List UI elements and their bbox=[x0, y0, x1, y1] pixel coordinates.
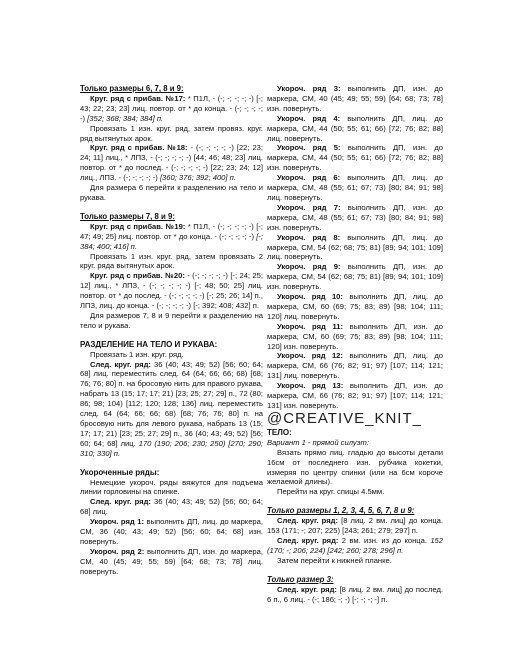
paragraph: Круг. ряд с прибав. №18: - (-; -; -; -; -) [22; 23; 24; 11] лиц., * ЛПЗ, - (-; -; -; -; -) [44; 46; 48; 23] лиц. повтор. от * до послед. - (-; -; -; -; -) [22; 23; 24; 12] лиц., ЛПЗ. - (-; -; -; -; -) [360; 376; 392; 400] п. bbox=[80, 143, 263, 183]
paragraph: Для размера 6 перейти к разделению на тело и рукава. bbox=[80, 183, 263, 202]
paragraph: Укороч. ряд 12: выполнить ДП, лиц. до маркера, СМ, 66 (76; 82; 91; 97) [107; 114; 121; 131] лиц. повернуть. bbox=[267, 351, 443, 381]
paragraph: След. круг. ряд: [8 лиц. 2 вм. лиц] до конца. 153 (171; -; 207; 225) [243; 261; 279; 297] п. bbox=[267, 516, 444, 536]
paragraph: Укороч. ряд 10: выполнить ДП, лиц. до маркера, СМ, 60 (69; 75; 83; 89) [98; 104; 111; 120] лиц. повернуть. bbox=[267, 292, 443, 321]
paragraph: Круг. ряд с прибав. №19: * П1Л, - (-; -; -; -; -) [-; 47; 49; 25] лиц. повтор. от * до конца. - (-; -; -; -; -) [-; 384; 400; 416] п. bbox=[80, 221, 263, 251]
paragraph: Укороч. ряд 3: выполнить ДП, изн. до маркера, СМ, 40 (45; 49; 55; 59) [64; 68; 73; 78] изн. повернуть. bbox=[267, 84, 443, 113]
paragraph: Укороч. ряд 13: выполнить ДП, изн. до маркера, СМ, 66 (76; 82; 91; 97) [107; 114; 121; 131] изн. повернуть. bbox=[267, 381, 443, 410]
paragraph: След. круг. ряд: 36 (40; 43; 49; 52) [56; 60; 64; 68] лиц. переместить след. 64 (64; 66; 66; 68) [68; 76; 76; 80] п. на бросовую нить для правого рукава, набрать 13 (15; 17; 17; 21) [23; 25; 27; 29] п., 72 (80; 86; 98; 104) [112; 120; 128; 136] лиц. переместить след. 64 (64; 66; 66; 68) [68; 76; 76; 80] п. на бросовую нить для левого рукава, набрать 13 (15; 17; 17; 21) [23; 25; 27; 29] п., 36 (40; 43; 49; 52) [56; 60; 64; 68] лиц. 170 (190; 206; 230; 250) [270; 290; 310; 330] п. bbox=[80, 359, 263, 458]
section-heading: Только размер 3: bbox=[267, 574, 334, 584]
paragraph: Укороч. ряд 9: выполнить ДП, изн. до маркера, СМ, 54 (62; 68; 75; 81) [89; 94; 101; 109] изн. повернуть. bbox=[267, 262, 443, 292]
paragraph: Укороч. ряд 5: выполнить ДП, изн. до маркера, СМ, 44 (50; 55; 61; 66) [72; 76; 82; 88] изн. повернуть. bbox=[267, 143, 443, 173]
paragraph: Провязать 1 изн. круг. ряд, затем провязать 2 круг. ряда вытянутых арок. bbox=[80, 251, 263, 271]
paragraph: Для размеров 7, 8 и 9 перейти к разделению на тело и рукава. bbox=[80, 310, 263, 330]
paragraph: Провязать 1 изн. круг. ряд. bbox=[90, 349, 184, 359]
paragraph: Укороч. ряд 2: выполнить ДП, изн. до маркера, СМ, 40 (45; 49; 55; 59) [64; 68; 73; 78] лиц. повернуть. bbox=[80, 546, 263, 576]
left-column bbox=[80, 84, 263, 577]
paragraph: Круг. ряд с прибав. №20: - (-; -; -; -; -) [-; 24; 25; 12] лиц., * ЛПЗ, - (-; -; -; -; -) [-; 48; 50; 25] лиц. повтор. от * до послед. - (-; -; -; -; -) [-; 25; 26; 14] п., ЛПЗ, лиц. до конца. - (-; -; -; -; -) [-; 392; 408; 432] п. bbox=[80, 271, 263, 311]
section-heading: Только размеры 1, 2, 3, 4, 5, 6, 7, 8 и 9: bbox=[267, 506, 415, 516]
paragraph: Затем перейти к нижней планке. bbox=[277, 555, 392, 565]
paragraph: След. круг. ряд: 36 (40; 43; 49; 52) [56; 60; 64; 68] лиц. bbox=[80, 497, 263, 517]
paragraph: Немецкие укороч. ряды вяжутся для подъема линии горловины на спинке. bbox=[80, 477, 263, 497]
variant-title: Вариант 1 - прямой силуэт: bbox=[267, 437, 369, 447]
paragraph: Укороч. ряд 4: выполнить ДП, лиц. до маркера, СМ, 44 (50; 55; 61; 66) [72; 76; 82; 88] лиц. повернуть. bbox=[267, 113, 443, 143]
section-title: ТЕЛО: bbox=[267, 427, 292, 437]
paragraph: Вязать прямо лиц. гладью до высоты детали 16см от последнего изн. рубчика кокетки, измеряя по центру спинки (или на 6см короче желаемой длины). bbox=[267, 447, 443, 487]
paragraph: Провязать 1 изн. круг. ряд, затем провяз. круг. ряд вытянутых арок. bbox=[80, 123, 263, 143]
paragraph: Укороч. ряд 1: выполнить ДП, лиц. до маркера, СМ, 36 (40; 43; 49; 52) [56; 60; 64; 68] изн. повернуть. bbox=[80, 517, 263, 546]
paragraph: Укороч. ряд 8: выполнить ДП, лиц. до маркера, СМ, 54 (62; 68; 75; 81) [89; 94; 101; 109] лиц. повернуть. bbox=[267, 232, 443, 262]
right-column bbox=[267, 84, 443, 604]
paragraph: Круг. ряд с прибав. №17: * П1Л, - (-; -; -; -; -) [-; 43; 22; 23; 23] лиц. повтор. от * до конца. - (-; -; -; -; -) [352; 368; 384; 384] п. bbox=[80, 93, 263, 123]
section-heading: Только размеры 6, 7, 8 и 9: bbox=[80, 84, 184, 93]
watermark-text: @CREATIVE_KNIT_ bbox=[267, 409, 422, 427]
paragraph: След. круг. ряд: 2 вм. изн. из до конца. 152 (170; -; 206; 224) [242; 260; 278; 296] п. bbox=[267, 535, 443, 555]
section-title: РАЗДЕЛЕНИЕ НА ТЕЛО И РУКАВА: bbox=[80, 339, 218, 349]
paragraph: Перейти на круг. спицы 4.5мм. bbox=[277, 487, 385, 497]
paragraph: Укороч. ряд 11: выполнить ДП, изн. до маркера, СМ, 60 (69; 75; 83; 89) [98; 104; 111; 120] изн. повернуть. bbox=[267, 321, 443, 351]
section-title: Укороченные ряды: bbox=[80, 467, 160, 477]
paragraph: След. круг. ряд: [8 лиц. 2 вм. лиц] до послед. 6 п., 6 лиц. - (-; 186; -; -) [-; -; -; -] п. bbox=[267, 584, 443, 604]
section-heading: Только размеры 7, 8 и 9: bbox=[80, 211, 175, 221]
paragraph: Укороч. ряд 7: выполнить ДП, изн. до маркера, СМ, 48 (55; 61; 67; 73) [80; 84; 91; 98] изн. повернуть. bbox=[267, 202, 443, 232]
paragraph: Укороч. ряд 6: выполнить ДП, лиц. до маркера, СМ, 48 (55; 61; 67; 73) [80; 84; 91; 98] лиц. повернуть. bbox=[267, 173, 443, 202]
